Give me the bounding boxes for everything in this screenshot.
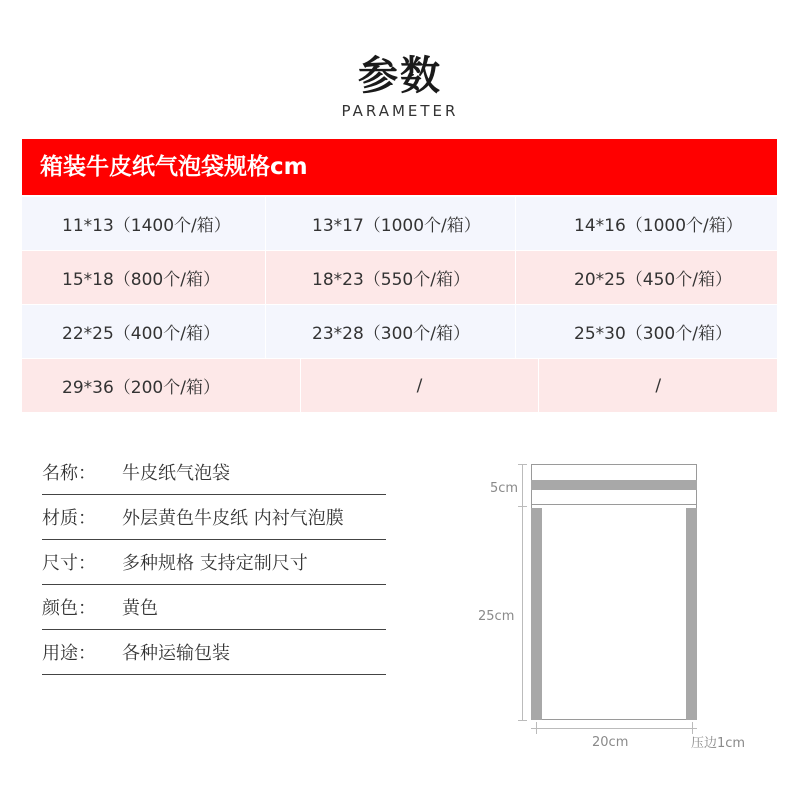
spec-cell: 18*23（550个/箱） [265,251,515,304]
info-row-name [42,450,386,495]
page-subtitle: PARAMETER [341,102,459,120]
left-pressed-edge [531,508,542,720]
info-value: 多种规格 支持定制尺寸 [122,553,308,574]
info-value: 黄色 [122,598,158,619]
spec-cell: 22*25（400个/箱） [62,324,220,344]
spec-row [22,304,777,358]
info-label: 颜色： [42,598,96,619]
spec-banner: 箱装牛皮纸气泡袋规格cm [22,139,777,195]
spec-cell: 29*36（200个/箱） [62,378,220,398]
spec-cell: 20*25（450个/箱） [515,251,777,304]
flap-dimension-label: 5cm [490,481,519,496]
info-row-material [42,495,386,540]
spec-cell: 25*30（300个/箱） [515,305,777,358]
spec-row [22,358,777,412]
spec-row [22,250,777,304]
spec-cell: 23*28（300个/箱） [265,305,515,358]
info-value: 牛皮纸气泡袋 [122,463,230,484]
bag-outline [531,464,697,720]
spec-table [22,197,777,412]
right-pressed-edge [686,508,697,720]
dimension-tick [518,464,527,465]
dimension-tick [536,722,537,734]
info-label: 名称： [42,463,96,484]
edge-dimension-label: 压边1cm [691,736,746,751]
spec-cell: 14*16（1000个/箱） [515,197,777,250]
info-row-size [42,540,386,585]
info-label: 尺寸： [42,553,96,574]
info-row-color [42,585,386,630]
dimension-tick [518,506,527,507]
height-dimension-label: 25cm [478,609,515,624]
flap-fold-line [531,504,697,505]
bag-size-diagram [470,450,770,770]
spec-cell: 11*13（1400个/箱） [62,216,231,236]
product-info [42,450,386,675]
spec-row [22,197,777,250]
spec-cell: / [300,359,539,412]
info-value: 各种运输包装 [122,643,230,664]
page-title: 参数 [358,53,442,99]
height-dimension-line [522,464,523,720]
info-label: 用途： [42,643,96,664]
spec-cell: / [538,359,777,412]
seal-strip [531,480,697,490]
info-label: 材质： [42,508,96,529]
dimension-tick [518,720,527,721]
spec-cell: 13*17（1000个/箱） [265,197,515,250]
info-value: 外层黄色牛皮纸 内衬气泡膜 [122,508,344,529]
width-dimension-line [531,728,697,729]
info-row-usage [42,630,386,675]
width-dimension-label: 20cm [592,735,629,750]
spec-cell: 15*18（800个/箱） [62,270,220,290]
